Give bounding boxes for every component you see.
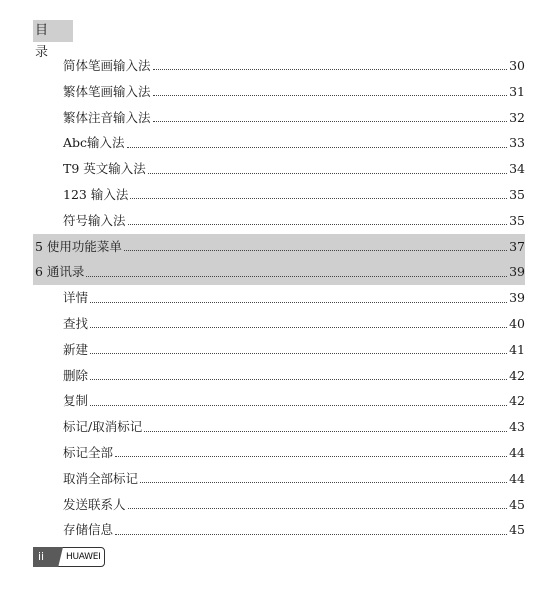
toc-entry[interactable]	[33, 105, 525, 131]
toc-entry-label: 符号输入法	[63, 212, 126, 228]
brand-name: HUAWEI	[66, 552, 101, 562]
toc-leader-dots	[153, 95, 508, 96]
toc-leader-dots	[90, 327, 507, 328]
toc-chapter-entry[interactable]	[33, 259, 525, 285]
toc-entry[interactable]	[33, 285, 525, 311]
toc-entry-page: 42	[509, 393, 525, 409]
toc-entry-page: 42	[509, 367, 525, 383]
toc-leader-dots	[144, 431, 507, 432]
toc-leader-dots	[153, 69, 508, 70]
page-title: 目 录	[33, 20, 73, 42]
toc-entry[interactable]	[33, 388, 525, 414]
toc-entry-label: 简体笔画输入法	[63, 58, 151, 73]
toc-entry-page: 39	[509, 290, 525, 306]
toc-entry[interactable]	[33, 311, 525, 337]
toc-entry[interactable]	[33, 440, 525, 466]
toc-entry-label: 6 通讯录	[35, 264, 85, 280]
toc-entry[interactable]	[33, 466, 525, 492]
page-footer	[33, 547, 105, 567]
toc-entry-label: 存储信息	[63, 522, 114, 538]
toc-leader-dots	[86, 276, 507, 277]
toc-entry-page: 35	[509, 212, 525, 228]
toc-entry-label: 详情	[63, 290, 89, 306]
toc-entry-page: 45	[509, 522, 525, 538]
toc-entry[interactable]	[33, 492, 525, 518]
toc-leader-dots	[127, 147, 508, 148]
toc-entry-label: Abc输入法	[63, 135, 125, 151]
toc-leader-dots	[128, 508, 508, 509]
toc-leader-dots	[90, 379, 507, 380]
toc-entry[interactable]	[33, 156, 525, 182]
toc-leader-dots	[90, 353, 507, 354]
toc-entry-label: 查找	[63, 315, 89, 331]
toc-leader-dots	[90, 302, 507, 303]
toc-entry-page: 41	[509, 341, 525, 357]
table-of-contents	[33, 53, 525, 543]
toc-leader-dots	[153, 121, 508, 122]
toc-entry-label: 删除	[63, 367, 89, 383]
toc-entry[interactable]	[33, 53, 525, 79]
toc-entry[interactable]	[33, 79, 525, 105]
toc-entry-page: 34	[509, 161, 525, 177]
toc-entry-label: 标记/取消标记	[63, 419, 143, 435]
toc-entry-label: 繁体注音输入法	[63, 109, 151, 125]
toc-leader-dots	[124, 250, 507, 251]
toc-entry[interactable]	[33, 414, 525, 440]
toc-leader-dots	[115, 534, 507, 535]
toc-entry-label: 发送联系人	[63, 496, 126, 512]
toc-leader-dots	[130, 198, 507, 199]
toc-entry-label: 取消全部标记	[63, 470, 139, 486]
toc-entry[interactable]	[33, 337, 525, 363]
toc-entry[interactable]	[33, 182, 525, 208]
toc-entry-label: T9 英文输入法	[63, 161, 146, 177]
toc-entry-page: 40	[509, 315, 525, 331]
toc-entry-page: 35	[509, 186, 525, 202]
brand-logo	[55, 547, 105, 567]
toc-entry-label: 繁体笔画输入法	[63, 83, 151, 99]
toc-entry-page: 30	[509, 58, 525, 73]
toc-leader-dots	[115, 456, 507, 457]
toc-entry-page: 37	[509, 238, 525, 254]
toc-entry[interactable]	[33, 363, 525, 389]
toc-leader-dots	[140, 482, 507, 483]
toc-entry-label: 复制	[63, 393, 89, 409]
toc-entry-label: 新建	[63, 341, 89, 357]
toc-entry-page: 39	[509, 264, 525, 280]
toc-leader-dots	[148, 173, 507, 174]
toc-entry[interactable]	[33, 208, 525, 234]
toc-entry[interactable]	[33, 517, 525, 543]
toc-entry-page: 45	[509, 496, 525, 512]
toc-entry-page: 31	[509, 83, 525, 99]
toc-leader-dots	[128, 224, 508, 225]
page-number: ii	[33, 547, 61, 567]
toc-entry[interactable]	[33, 130, 525, 156]
logo-tab-shape	[55, 547, 63, 567]
toc-entry-label: 标记全部	[63, 444, 114, 460]
toc-entry-page: 44	[509, 444, 525, 460]
toc-entry-label: 123 输入法	[63, 186, 129, 202]
toc-entry-page: 43	[509, 419, 525, 435]
toc-entry-page: 44	[509, 470, 525, 486]
toc-chapter-entry[interactable]	[33, 234, 525, 260]
toc-entry-page: 32	[509, 109, 525, 125]
toc-entry-label: 5 使用功能菜单	[35, 238, 122, 254]
toc-leader-dots	[90, 405, 507, 406]
toc-entry-page: 33	[509, 135, 525, 151]
